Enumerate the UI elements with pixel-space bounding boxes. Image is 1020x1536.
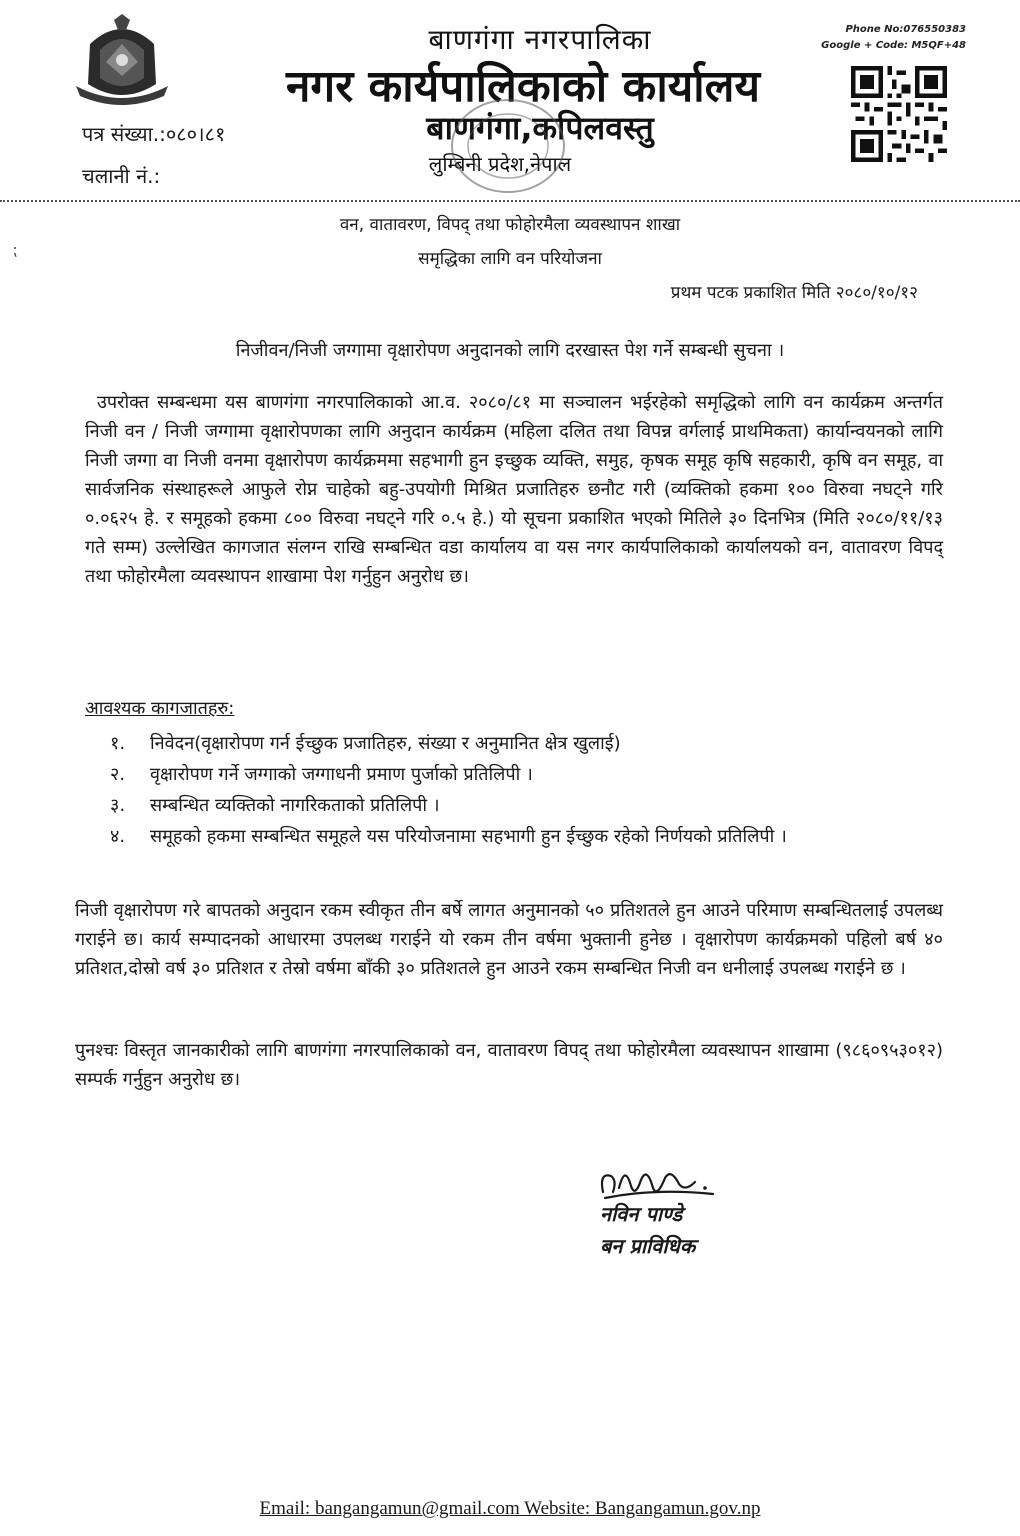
requirements-heading: आवश्यक कागजातहरु: <box>85 698 235 719</box>
nepal-emblem-icon <box>70 14 174 106</box>
list-item <box>110 790 945 821</box>
signature-mark <box>595 1158 725 1204</box>
notice-paragraph-contact: पुनश्चः विस्तृत जानकारीको लागि बाणगंगा नगरपालिकाको वन, वातावरण विपद् तथा फोहोरमैला व्यवस्थापन शाखामा (९८६०९५३०१२) सम्पर्क गर्नुहुन अनुरोध छ। <box>75 1040 943 1090</box>
org-address: बाणगंगा,कपिलवस्तु <box>426 109 654 147</box>
margin-mark: ⁏ <box>12 240 18 259</box>
published-date: प्रथम पटक प्रकाशित मिति २०८०/१०/१२ <box>670 283 918 303</box>
google-plus-code: Google + Code: M5QF+48 <box>821 40 966 51</box>
list-item <box>110 759 945 790</box>
project-name: समृद्धिका लागि वन परियोजना <box>418 249 602 269</box>
notice-paragraph-grant: निजी वृक्षारोपण गरे बापतको अनुदान रकम स्वीकृत तीन बर्षे लागत अनुमानको ५० प्रतिशतले हुन आउने परिमाण सम्बन्धितलाई उपलब्ध गराईने छ। कार्य सम्पादनको आधारमा उपलब्ध गराईने यो रकम तीन वर्षमा भुक्तानी हुनेछ । वृक्षारोपण कार्यक्रमको पहिलो बर्ष ४० प्रतिशत,दोस्रो वर्ष ३० प्रतिशत र तेस्रो वर्षमा बाँकी ३० प्रतिशतले हुन आउने रकम सम्बन्धित निजी वन धनीलाई उपलब्ध गराईने छ । <box>75 900 943 979</box>
letter-number: पत्र संख्या.:०८०।८१ <box>82 122 226 146</box>
list-item-number: ३. <box>110 795 126 816</box>
branch-name: वन, वातावरण, विपद् तथा फोहोरमैला व्यवस्थापन शाखा <box>339 215 681 235</box>
office-stamp <box>448 96 568 196</box>
footer-contact: Email: bangangamun@gmail.com Website: Bangangamun.gov.np <box>259 1498 761 1519</box>
signer-title: बन प्राविधिक <box>600 1234 696 1258</box>
contact-info <box>821 22 966 54</box>
dispatch-number: चलानी नं.: <box>82 164 161 188</box>
header-divider <box>0 200 1020 202</box>
org-name: बाणगंगा नगरपालिका <box>428 23 652 56</box>
org-province: लुम्बिनी प्रदेश,नेपाल <box>428 152 572 176</box>
notice-subject: निजीवन/निजी जग्गामा वृक्षारोपण अनुदानको लागि दरखास्त पेश गर्ने सम्बन्धी सुचना । <box>235 340 785 361</box>
list-item-number: १. <box>110 733 126 754</box>
office-title: नगर कार्यपालिकाको कार्यालय <box>286 61 760 112</box>
requirements-list <box>110 728 945 852</box>
list-item <box>110 728 945 759</box>
list-item-number: ४. <box>110 826 126 847</box>
list-item-text: समूहको हकमा सम्बन्धित समूहले यस परियोजनामा सहभागी हुन ईच्छुक रहेको निर्णयको प्रतिलिपी । <box>150 826 787 847</box>
signer-name: नविन पाण्डे <box>600 1202 683 1226</box>
list-item-text: सम्बन्धित व्यक्तिको नागरिकताको प्रतिलिपी । <box>150 795 440 816</box>
list-item <box>110 821 945 852</box>
notice-paragraph-main: उपरोक्त सम्बन्धमा यस बाणगंगा नगरपालिकाको आ.व. २०८०/८१ मा सञ्चालन भईरहेको समृद्धिको लागि वन कार्यक्रम अन्तर्गत निजी वन / निजी जग्गामा वृक्षारोपणका लागि अनुदान कार्यक्रम (महिला दलित तथा विपन्न वर्गलाई प्राथमिकता) कार्यान्वयनको लागि निजी जग्गा वा निजी वनमा वृक्षारोपण कार्यक्रममा सहभागी हुन इच्छुक व्यक्ति, समुह, कृषक समूह कृषि सहकारी, कृषि वन समूह, वा सार्वजनिक संस्थाहरूले आफुले रोप्न चाहेको बहु-उपयोगी मिश्रित प्रजातिहरु छनौट गरी (व्यक्तिको हकमा १०० विरुवा नघट्ने गरि ०.०६२५ हे. र समूहको हकमा ८०० विरुवा नघट्ने गरि ०.५ हे.) यो सूचना प्रकाशित भएको मितिले ३० दिनभित्र (मिति २०८०/११/१३ गते सम्म) उल्लेखित कागजात संलग्न राखि सम्बन्धित वडा कार्यालय वा यस नगर कार्यपालिकाको कार्यालयको वन, वातावरण विपद् तथा फोहोरमैला व्यवस्थापन शाखामा पेश गर्नुहुन अनुरोध छ। <box>85 392 943 587</box>
qr-code-icon <box>846 66 952 162</box>
list-item-text: वृक्षारोपण गर्ने जग्गाको जग्गाधनी प्रमाण पुर्जाको प्रतिलिपी । <box>150 764 533 785</box>
list-item-number: २. <box>110 764 126 785</box>
phone-number: Phone No:076550383 <box>845 24 966 35</box>
list-item-text: निवेदन(वृक्षारोपण गर्न ईच्छुक प्रजातिहरु, संख्या र अनुमानित क्षेत्र खुलाई) <box>150 733 621 754</box>
